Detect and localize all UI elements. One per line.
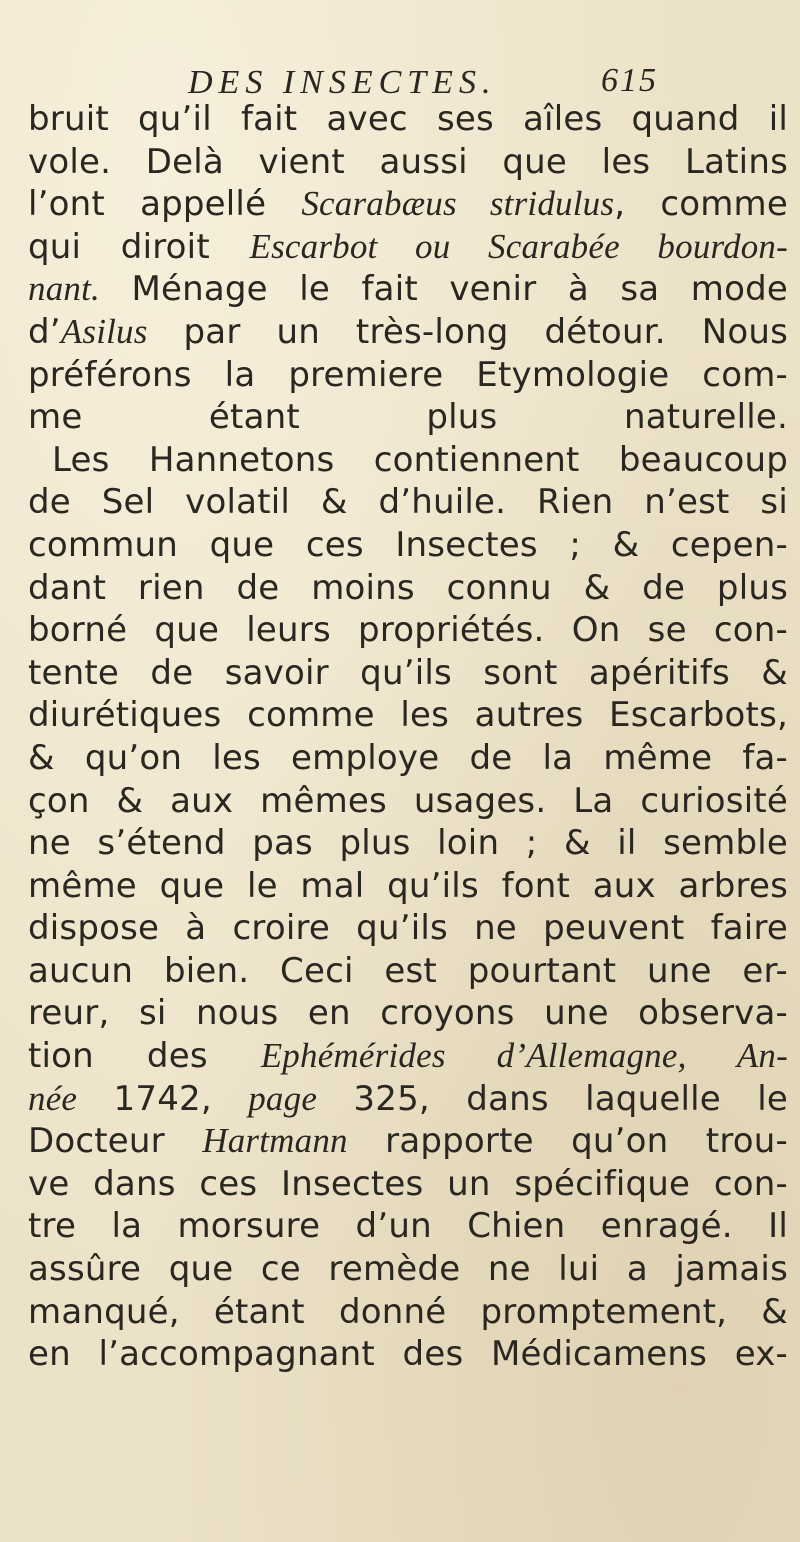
text-segment: Les Hannetons contiennent beaucoup: [52, 439, 788, 480]
text-segment: même que le mal qu’ils font aux arbres: [28, 865, 788, 906]
text-line: [28, 1248, 788, 1291]
text-segment: tente de savoir qu’ils sont apéritifs &: [28, 652, 788, 693]
text-segment: diurétiques comme les autres Escarbots,: [28, 695, 788, 736]
text-segment: rapporte qu’on trou-: [347, 1121, 788, 1162]
text-line: [28, 226, 788, 269]
text-line: [28, 950, 788, 993]
text-line: [28, 1333, 788, 1376]
italic-text: Scarabæus stridulus: [301, 184, 615, 224]
text-line: [28, 992, 788, 1035]
text-segment: reur, si nous en croyons une observa-: [28, 993, 788, 1034]
body-text: [28, 98, 788, 1376]
page-number: 615: [601, 62, 658, 99]
text-line: [28, 1205, 788, 1248]
italic-text: Hartmann: [202, 1121, 348, 1161]
italic-text: Ephémérides d’Allemagne, An-: [260, 1036, 788, 1076]
italic-text: née: [28, 1078, 78, 1118]
text-segment: Docteur: [28, 1121, 203, 1162]
text-segment: qui diroit: [28, 226, 250, 267]
text-segment: d’: [28, 311, 61, 352]
text-segment: commun que ces Insectes ; & cepen-: [28, 524, 788, 565]
text-line: [28, 1291, 788, 1334]
text-line: [28, 694, 788, 737]
text-line: [28, 1078, 788, 1121]
text-line: [28, 268, 788, 311]
text-line: [28, 524, 788, 567]
text-segment: , comme: [614, 184, 788, 225]
text-line: [28, 183, 788, 226]
text-line: [28, 652, 788, 695]
text-line: [28, 1035, 788, 1078]
text-line: [28, 439, 788, 482]
text-segment: 325, dans laquelle le: [317, 1078, 788, 1119]
text-line: [28, 354, 788, 397]
text-segment: & qu’on les employe de la même fa-: [28, 737, 788, 778]
text-line: [28, 780, 788, 823]
text-segment: par un très-long détour. Nous: [147, 311, 788, 352]
text-line: [28, 822, 788, 865]
text-line: [28, 396, 788, 439]
text-line: [28, 98, 788, 141]
text-line: [28, 907, 788, 950]
text-segment: préférons la premiere Etymologie com-: [28, 354, 788, 395]
text-segment: Ménage le fait venir à sa mode: [99, 269, 788, 310]
text-line: [28, 481, 788, 524]
text-segment: l’ont appellé: [28, 184, 302, 225]
text-segment: 1742,: [77, 1078, 249, 1119]
italic-text: Escarbot ou Scarabée bourdon-: [249, 226, 788, 266]
text-segment: dant rien de moins connu & de plus: [28, 567, 788, 608]
italic-text: page: [248, 1078, 318, 1118]
text-line: [28, 1163, 788, 1206]
text-segment: vole. Delà vient aussi que les Latins: [28, 141, 788, 182]
text-line: [28, 1120, 788, 1163]
text-segment: en l’accompagnant des Médicamens ex-: [28, 1334, 788, 1375]
text-segment: tion des: [28, 1036, 261, 1077]
text-segment: me étant plus naturelle.: [28, 397, 788, 438]
text-segment: ve dans ces Insectes un spécifique con-: [28, 1163, 788, 1204]
text-line: [28, 141, 788, 184]
text-segment: assûre que ce remède ne lui a jamais: [28, 1249, 788, 1290]
italic-text: Asilus: [60, 311, 148, 351]
text-segment: çon & aux mêmes usages. La curiosité: [28, 780, 788, 821]
text-segment: bruit qu’il fait avec ses aîles quand il: [28, 99, 788, 139]
text-line: [28, 865, 788, 908]
running-title: DES INSECTES.: [188, 64, 497, 101]
text-segment: manqué, étant donné promptement, &: [28, 1291, 788, 1332]
italic-text: nant.: [28, 269, 100, 309]
text-line: [28, 737, 788, 780]
text-segment: dispose à croire qu’ils ne peuvent faire: [28, 908, 788, 949]
text-line: [28, 609, 788, 652]
text-segment: aucun bien. Ceci est pourtant une er-: [28, 950, 788, 991]
text-segment: tre la morsure d’un Chien enragé. Il: [28, 1206, 788, 1247]
text-segment: ne s’étend pas plus loin ; & il semble: [28, 823, 788, 864]
text-line: [28, 567, 788, 610]
text-segment: borné que leurs propriétés. On se con-: [28, 610, 788, 651]
text-line: [28, 311, 788, 354]
text-segment: de Sel volatil & d’huile. Rien n’est si: [28, 482, 788, 523]
